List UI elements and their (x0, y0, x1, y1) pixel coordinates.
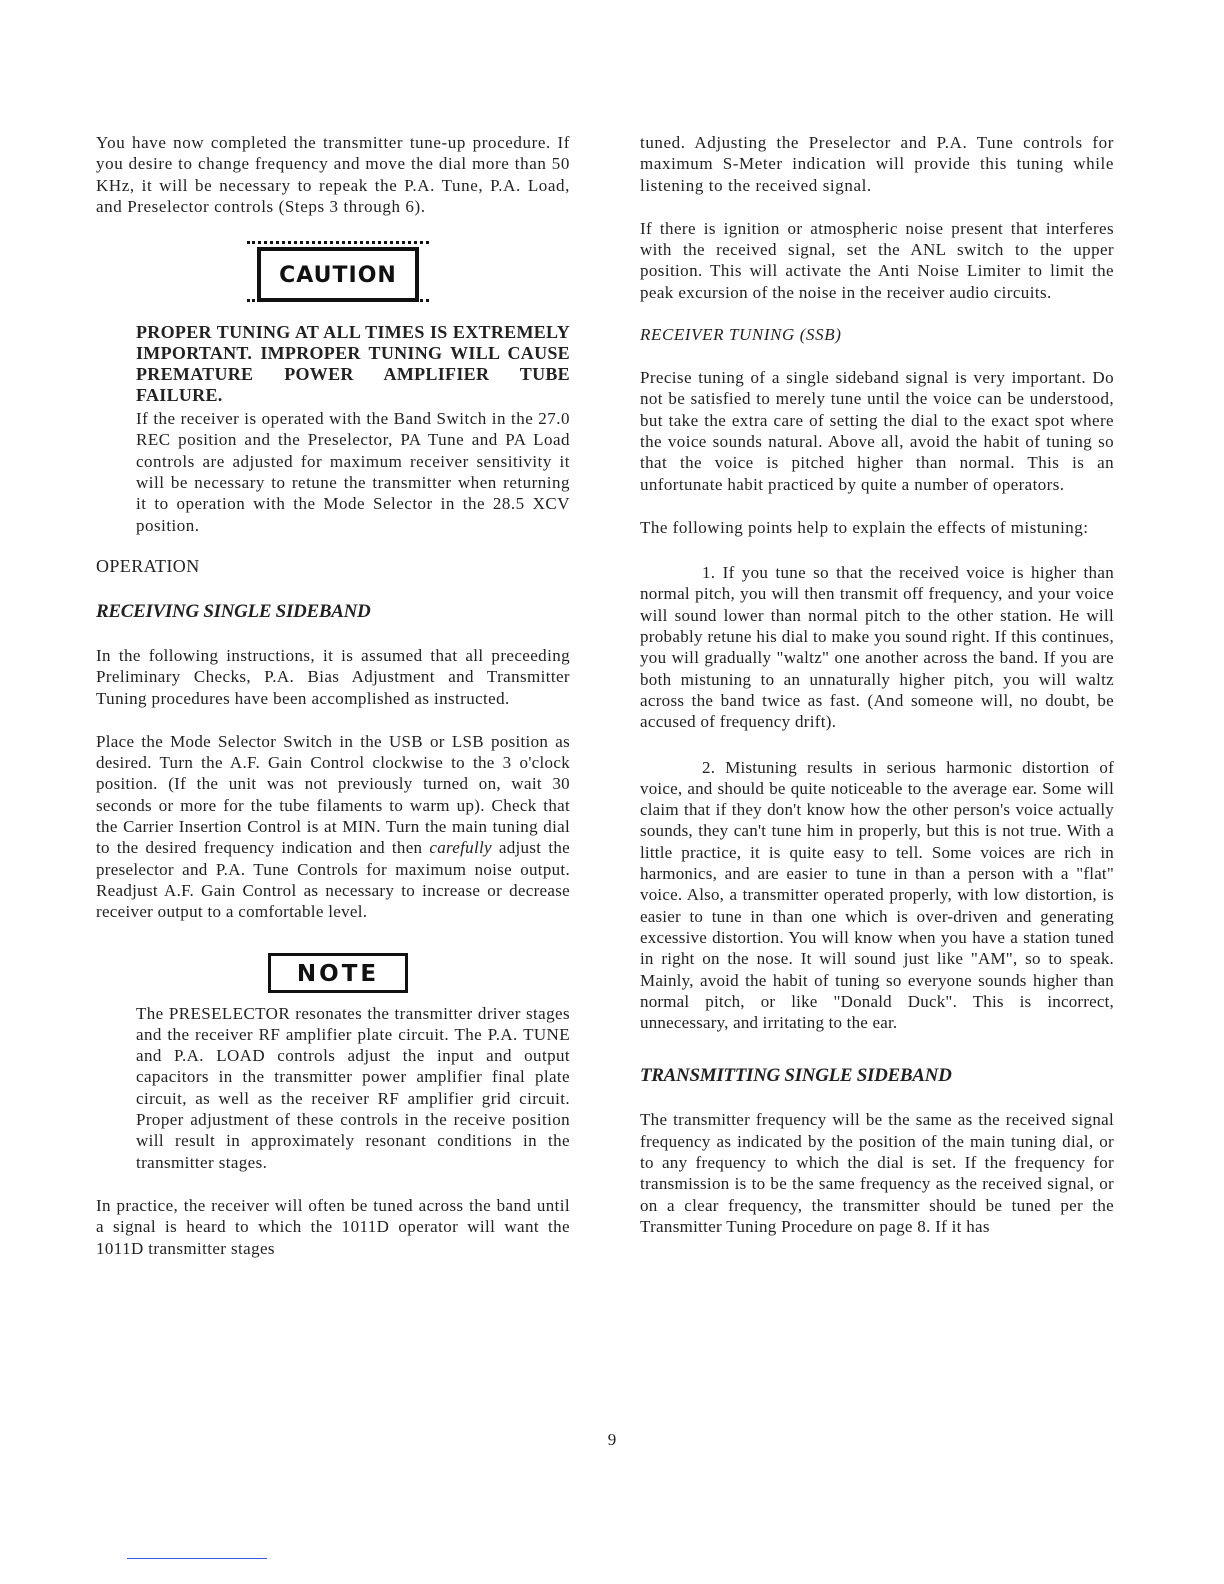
following-paragraph: The following points help to explain the effects of mistuning: (640, 517, 1089, 537)
receiving-paragraph-2-end: adjust the preselector and P.A. Tune Controls for maximum noise output. Readjust A.F. Gain Control as necessary to increase or decrease receiver output to a comfortable level. (96, 838, 570, 922)
receiving-paragraph-1: In the following instructions, it is assumed that all preceeding Preliminary Checks, P.A. Bias Adjustment and Transmitter Tuning procedures have been accomplished as instructed. (96, 645, 570, 708)
page-number: 9 (607, 1430, 617, 1449)
receiving-heading: RECEIVING SINGLE SIDEBAND (96, 600, 371, 622)
footer-rule (127, 1558, 267, 1559)
transmitting-paragraph: The transmitter frequency will be the same as the received signal frequency as indicated by the position of the main tuning dial, or to any frequency to which the dial is set. If the frequency for transmission is to be the same frequency as the received signal, or on a clear frequency, the transmitter should be tuned per the Transmitter Tuning Procedure on page 8. If it has (640, 1110, 1114, 1236)
transmitting-heading: TRANSMITTING SINGLE SIDEBAND (640, 1065, 952, 1087)
continued-paragraph: tuned. Adjusting the Preselector and P.A. Tune controls for maximum S-Meter indication will provide this tuning while listening to the received signal. (640, 133, 1114, 195)
caution-text: If the receiver is operated with the Band Switch in the 27.0 REC position and the Preselector, PA Tune and PA Load controls are adjusted for maximum receiver sensitivity it will be necessary to retune the transmitter when returning it to operation with the Mode Selector in the 28.5 XCV position. (136, 409, 570, 535)
precise-paragraph: Precise tuning of a single sideband signal is very important. Do not be satisfied to merely tune until the voice can be understood, but take the extra care of setting the dial to the exact spot where the voice sounds natural. Above all, avoid the habit of tuning so that the voice is pitched higher than normal. This is an unfortunate habit practiced by quite a number of operators. (640, 368, 1114, 494)
note-label: NOTE (296, 960, 380, 987)
right-column (640, 132, 1114, 1237)
receiving-paragraph-2-emphasis: carefully (429, 838, 492, 858)
point-1-paragraph: 1. If you tune so that the received voice is higher than normal pitch, you will then transmit off frequency, and your voice will sound lower than normal pitch to the other station. He will probably retune his dial to make you sound right. If this continues, you will gradually "waltz" one another across the band. If you are both mistuning to an unnaturally higher pitch, you will waltz across the band twice as fast. (And someone will, no doubt, be accused of frequency drift). (640, 563, 1114, 732)
receiving-paragraph-2 (96, 731, 570, 923)
caution-warning: PROPER TUNING AT ALL TIMES IS EXTREMELY IMPORTANT. IMPROPER TUNING WILL CAUSE PREMATURE POWER AMPLIFIER TUBE FAILURE. (136, 322, 570, 406)
note-banner (96, 923, 570, 993)
operation-heading: OPERATION (96, 555, 200, 576)
receiving-paragraph-2-start: Place the Mode Selector Switch in the USB or LSB position as desired. Turn the A.F. Gain Control clockwise to the 3 o'clock position. (If the unit was not previously turned on, wait 30 seconds or more for the tube filaments to warm up). Check that the Carrier Insertion Control is at MIN. Turn the main tuning dial to the desired frequency indication and then (96, 731, 570, 858)
point-2-paragraph: 2. Mistuning results in serious harmonic distortion of voice, and should be quite noticeable to the average ear. Some will claim that if they don't know how the other person's voice actually sounds, they can't tune him in properly, but this is not true. With a little practice, it is quite easy to tell. Some voices are rich in harmonics, and are easier to tune in than a person with a "flat" voice. Also, a transmitter operated properly, with low distortion, is easier to tune in than one which is over-driven and generating excessive distortion. You will know when you have a station tuned in right on the nose. It will sound just like "AM", so to speak. Mainly, avoid the habit of tuning so everyone sounds higher than normal pitch, or like "Donald Duck". This is incorrect, unnecessary, and irritating to the ear. (640, 757, 1114, 1033)
intro-paragraph: You have now completed the transmitter tune-up procedure. If you desire to change frequency and move the dial more than 50 KHz, it will be necessary to repeak the P.A. Tune, P.A. Load, and Preselector controls (Steps 3 through 6). (96, 133, 570, 216)
left-column (96, 132, 570, 1259)
receiver-tuning-heading: RECEIVER TUNING (SSB) (640, 325, 842, 345)
anl-paragraph: If there is ignition or atmospheric noise present that interferes with the received signal, set the ANL switch to the upper position. This will activate the Anti Noise Limiter to limit the peak excursion of the noise in the receiver audio circuits. (640, 218, 1114, 302)
caution-box (257, 247, 419, 302)
note-box (268, 953, 408, 993)
caution-banner (96, 217, 570, 302)
note-text: The PRESELECTOR resonates the transmitter driver stages and the receiver RF amplifier plate circuit. The P.A. TUNE and P.A. LOAD controls adjust the input and output capacitors in the transmitter power amplifier final plate circuit, as well as the receiver RF amplifier grid circuit. Proper adjustment of these controls in the receive position will result in approximately resonant conditions in the transmitter stages. (136, 1003, 570, 1172)
caution-label: CAUTION (279, 263, 397, 289)
practice-paragraph: In practice, the receiver will often be tuned across the band until a signal is heard to which the 1011D operator will want the 1011D transmitter stages (96, 1195, 570, 1258)
